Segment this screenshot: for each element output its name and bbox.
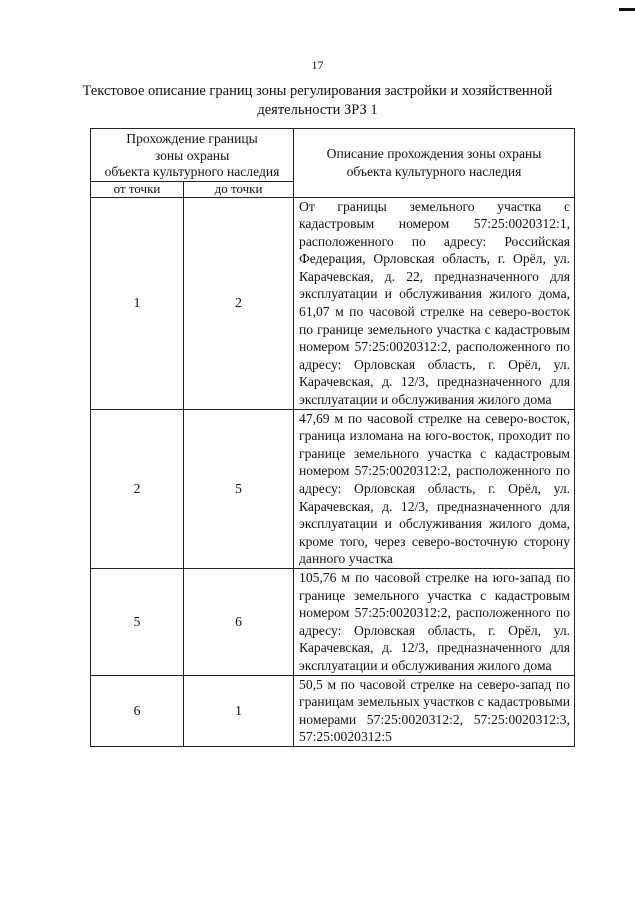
document-title-line-2: деятельности ЗРЗ 1 bbox=[257, 102, 378, 118]
to-point-cell: 5 bbox=[184, 409, 294, 568]
header-group-line: зоны охраны bbox=[154, 147, 230, 163]
header-group-line: объекта культурного наследия bbox=[104, 164, 280, 179]
header-from-point: от точки bbox=[91, 181, 184, 197]
to-point-cell: 2 bbox=[184, 197, 294, 409]
header-boundary-passage bbox=[91, 129, 294, 182]
document-title-line-1: Текстовое описание границ зоны регулирования застройки и хозяйственной bbox=[82, 83, 553, 99]
header-group-line: Прохождение границы bbox=[126, 131, 258, 146]
table-header-row bbox=[91, 129, 575, 182]
description-cell: 47,69 м по часовой стрелке на северо-восток, граница изломана на юго-восток, проходит по границе земельного участка с кадастровым номером 57:25:0020312:2, расположенного по адресу: Орловская область, г. Орёл, ул. Карачевская, д. 12/3, предназначенного для эксплуатации и обслуживания жилого дома, кроме того, через северо-восточную сторону данного участка bbox=[294, 409, 575, 568]
from-point-cell: 6 bbox=[91, 675, 184, 746]
description-cell: 105,76 м по часовой стрелке на юго-запад по границе земельного участка с кадастровым номером 57:25:0020312:2, расположенного по адресу: Орловская область, г. Орёл, ул. Карачевская, д. 12/3, предназначенного для эксплуатации и обслуживания жилого дома bbox=[294, 568, 575, 675]
table-row bbox=[91, 675, 575, 746]
boundary-table bbox=[90, 128, 575, 747]
to-point-cell: 6 bbox=[184, 568, 294, 675]
header-desc-line: объекта культурного наследия bbox=[346, 163, 522, 179]
header-to-point: до точки bbox=[184, 181, 294, 197]
header-description bbox=[294, 129, 575, 198]
table-row bbox=[91, 568, 575, 675]
header-desc-line: Описание прохождения зоны охраны bbox=[326, 145, 542, 161]
from-point-cell: 2 bbox=[91, 409, 184, 568]
table-row bbox=[91, 409, 575, 568]
to-point-cell: 1 bbox=[184, 675, 294, 746]
description-cell: 50,5 м по часовой стрелке на северо-запад по границам земельных участков с кадастровыми номерами 57:25:0020312:2, 57:25:0020312:3, 57:25:0020312:5 bbox=[294, 675, 575, 746]
description-cell: От границы земельного участка с кадастровым номером 57:25:0020312:1, расположенного по адресу: Российская Федерация, Орловская область, г. Орёл, ул. Карачевская, д. 22, предназначенного для эксплуатации и обслуживания жилого дома, 61,07 м по часовой стрелке на северо-восток по границе земельного участка с кадастровым номером 57:25:0020312:2, расположенного по адресу: Орловская область, г. Орёл, ул. Карачевская, д. 12/3, предназначенного для эксплуатации и обслуживания жилого дома bbox=[294, 197, 575, 409]
document-title bbox=[60, 82, 575, 120]
table-row bbox=[91, 197, 575, 409]
scan-corner-mark bbox=[619, 8, 635, 11]
from-point-cell: 5 bbox=[91, 568, 184, 675]
page-number: 17 bbox=[311, 58, 324, 72]
from-point-cell: 1 bbox=[91, 197, 184, 409]
